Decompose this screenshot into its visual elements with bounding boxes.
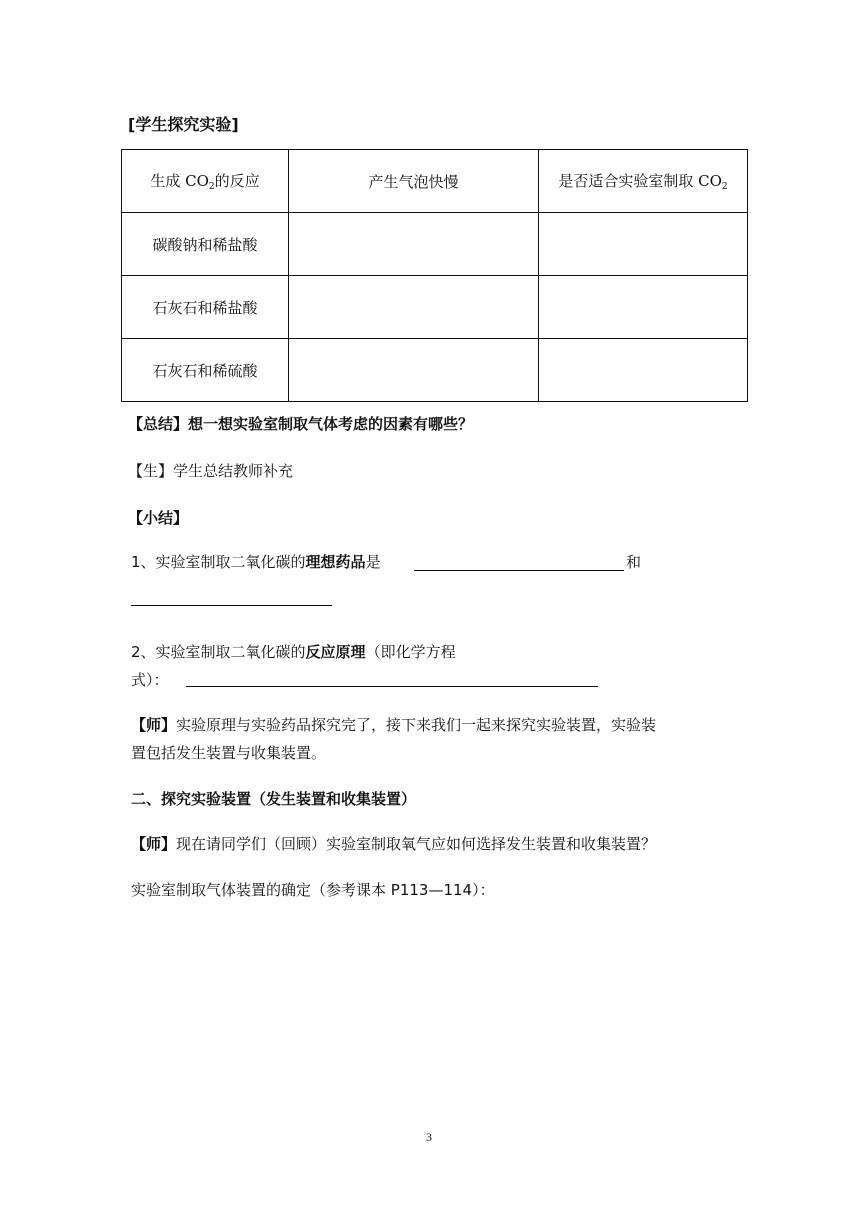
answer-blank-1b[interactable] <box>131 605 332 606</box>
header-suitable: 是否适合实验室制取 $CO_2$ <box>539 150 748 213</box>
table-row <box>122 339 748 402</box>
row-reaction: 石灰石和稀硫酸 <box>122 339 289 402</box>
header-speed: 产生气泡快慢 <box>289 150 539 213</box>
row-speed-cell[interactable] <box>289 213 539 276</box>
small-summary-heading: 【小结】 <box>128 509 189 527</box>
row-suitable-cell[interactable] <box>539 339 748 402</box>
teacher-paragraph-1: 【师】实验原理与实验药品探究完了，接下来我们一起来探究实验装置，实验装 <box>131 716 657 734</box>
row-reaction: 碳酸钠和稀盐酸 <box>122 213 289 276</box>
section-2-heading: 二、探究实验装置（发生装置和收集装置） <box>131 790 417 808</box>
table-row <box>122 213 748 276</box>
teacher-paragraph-2: 【师】现在请同学们（回顾）实验室制取氧气应如何选择发生装置和收集装置？ <box>131 835 657 853</box>
device-determination-line: 实验室制取气体装置的确定（参考课本 P113—114）： <box>131 881 495 899</box>
experiment-table <box>121 149 748 402</box>
table-header-row <box>122 150 748 213</box>
answer-blank-2[interactable] <box>186 686 598 687</box>
row-reaction: 石灰石和稀盐酸 <box>122 276 289 339</box>
summary-question: 【总结】想一想实验室制取气体考虑的因素有哪些？ <box>128 415 474 433</box>
table-row <box>122 276 748 339</box>
item-2: 2、实验室制取二氧化碳的反应原理（即化学方程 <box>131 643 456 661</box>
row-speed-cell[interactable] <box>289 276 539 339</box>
item-1: 1、实验室制取二氧化碳的理想药品是 <box>131 553 381 571</box>
answer-blank-1a[interactable] <box>414 570 624 571</box>
item-2-line2: 式）： <box>131 671 169 689</box>
student-line: 【生】学生总结教师补充 <box>128 462 294 480</box>
page-number: 3 <box>426 1130 432 1144</box>
row-suitable-cell[interactable] <box>539 213 748 276</box>
row-suitable-cell[interactable] <box>539 276 748 339</box>
item-1-and: 和 <box>626 553 642 571</box>
header-reaction: 生成 $CO_2$的反应 <box>122 150 289 213</box>
section-heading: [学生探究实验] <box>128 115 239 134</box>
teacher-paragraph-1-line2: 置包括发生装置与收集装置。 <box>131 744 327 762</box>
row-speed-cell[interactable] <box>289 339 539 402</box>
